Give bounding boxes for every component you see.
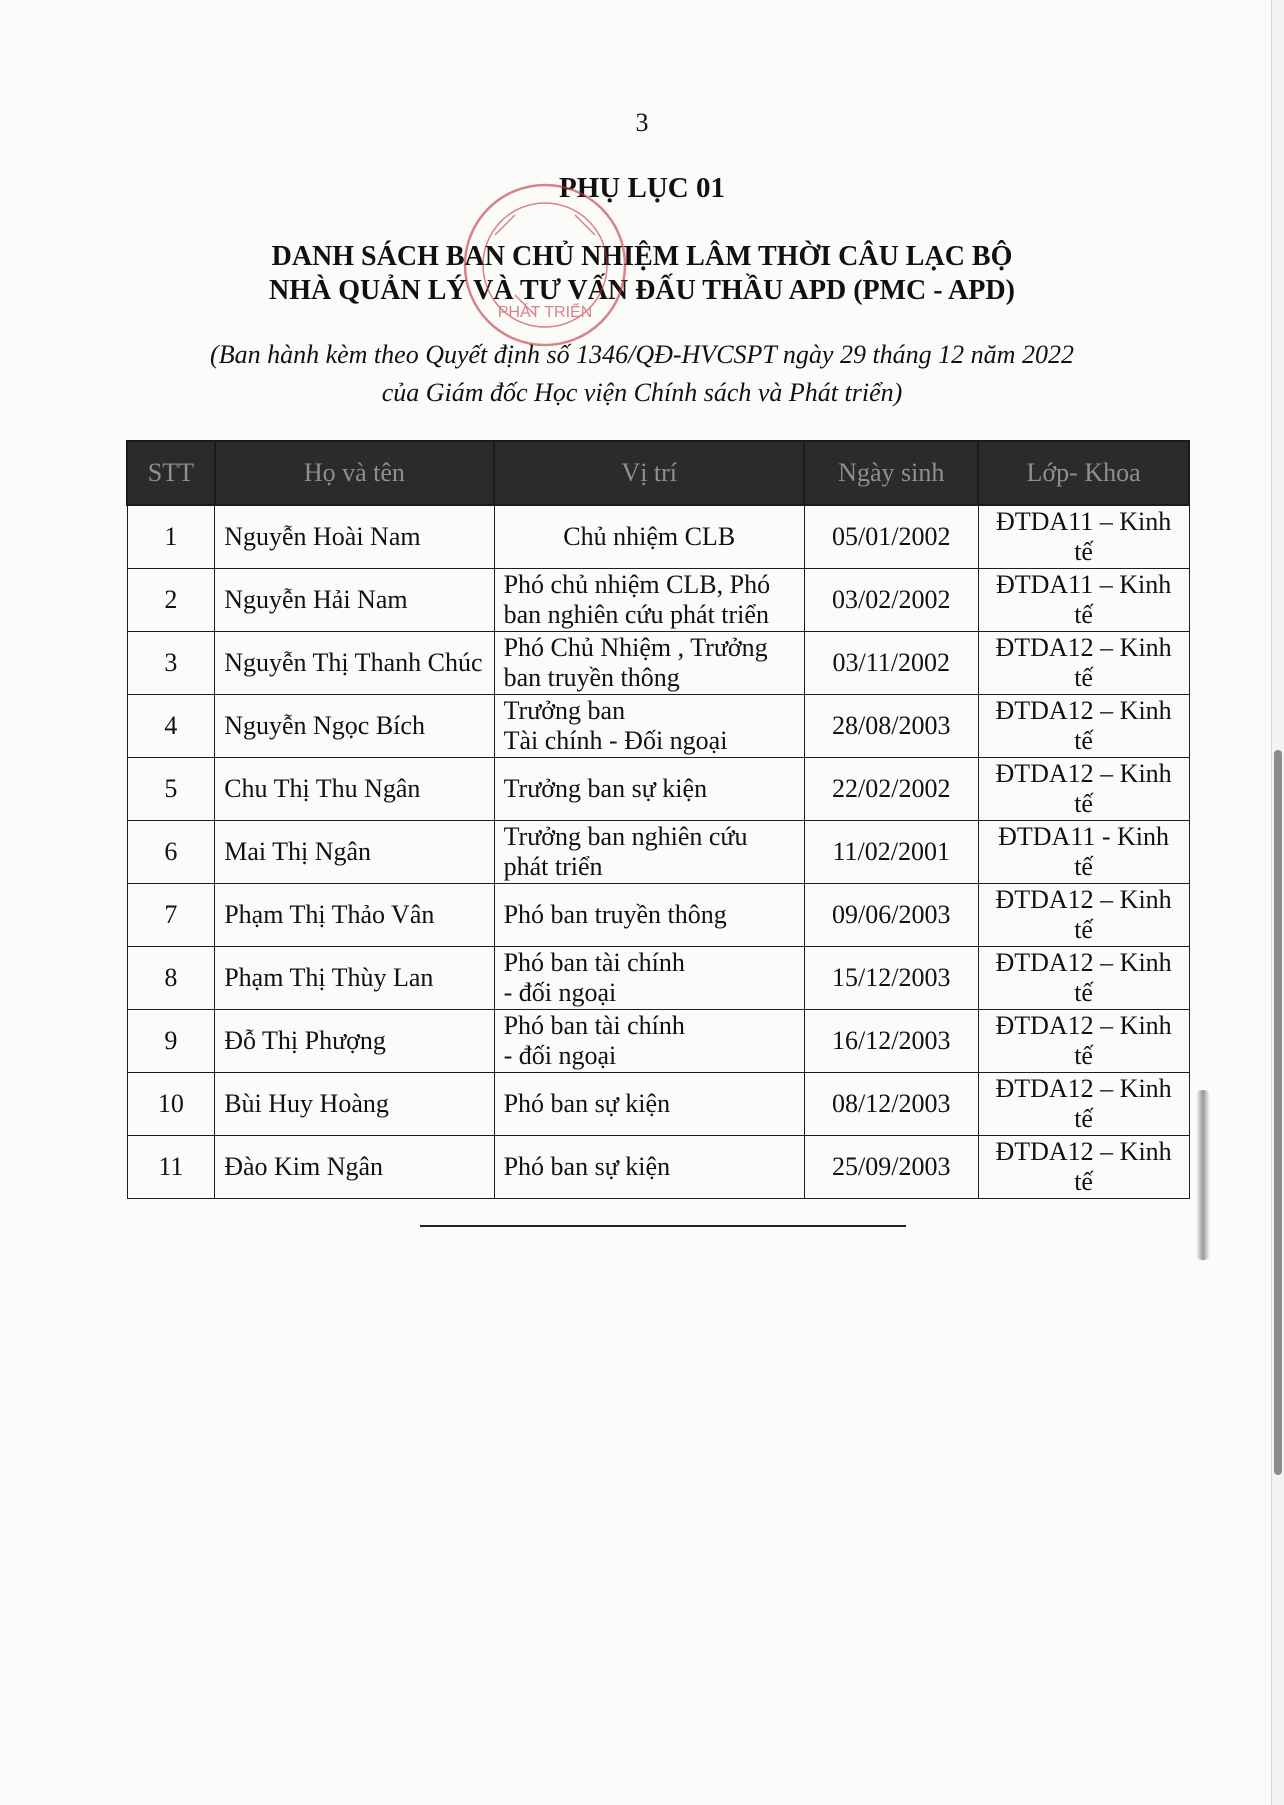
table-header-row <box>127 441 1189 505</box>
document-title <box>0 240 1284 308</box>
scrollbar[interactable] <box>1271 0 1284 1805</box>
cell-dob: 25/09/2003 <box>804 1135 978 1198</box>
cell-position <box>494 694 804 757</box>
cell-stt: 11 <box>127 1135 215 1198</box>
cell-class: ĐTDA12 – Kinh tế <box>978 946 1189 1009</box>
cell-name: Nguyễn Ngọc Bích <box>215 694 494 757</box>
table-row <box>127 631 1189 694</box>
cell-class: ĐTDA12 – Kinh tế <box>978 631 1189 694</box>
scan-smudge <box>1196 1090 1210 1260</box>
cell-stt: 4 <box>127 694 215 757</box>
table-row <box>127 757 1189 820</box>
cell-position <box>494 820 804 883</box>
cell-dob: 03/11/2002 <box>804 631 978 694</box>
position-line: Phó Chủ Nhiệm , Trưởng <box>503 632 768 662</box>
cell-name: Nguyễn Hải Nam <box>215 568 494 631</box>
cell-dob: 28/08/2003 <box>804 694 978 757</box>
table-row <box>127 694 1189 757</box>
cell-dob: 15/12/2003 <box>804 946 978 1009</box>
subtitle-line-1: (Ban hành kèm theo Quyết định số 1346/QĐ-HVCSPT ngày 29 tháng 12 năm 2022 <box>210 340 1074 369</box>
cell-dob: 03/02/2002 <box>804 568 978 631</box>
table-row <box>127 505 1189 568</box>
title-line-2: NHÀ QUẢN LÝ VÀ TƯ VẤN ĐẤU THẦU APD (PMC - APD) <box>269 275 1015 306</box>
cell-class: ĐTDA11 – Kinh tế <box>978 568 1189 631</box>
position-line: Chủ nhiệm CLB <box>563 521 736 551</box>
cell-position <box>494 1009 804 1072</box>
cell-name: Nguyễn Thị Thanh Chúc <box>215 631 494 694</box>
cell-name: Mai Thị Ngân <box>215 820 494 883</box>
document-subtitle <box>0 336 1284 412</box>
header-name: Họ và tên <box>215 441 494 505</box>
position-line: Phó chủ nhiệm CLB, Phó <box>503 569 771 599</box>
cell-class: ĐTDA11 - Kinh tế <box>978 820 1189 883</box>
cell-name: Đỗ Thị Phượng <box>215 1009 494 1072</box>
table-row <box>127 946 1189 1009</box>
cell-position <box>494 757 804 820</box>
cell-class: ĐTDA12 – Kinh tế <box>978 1135 1189 1198</box>
cell-stt: 9 <box>127 1009 215 1072</box>
cell-dob: 05/01/2002 <box>804 505 978 568</box>
cell-stt: 8 <box>127 946 215 1009</box>
cell-stt: 6 <box>127 820 215 883</box>
cell-position <box>494 883 804 946</box>
cell-position <box>494 946 804 1009</box>
cell-position <box>494 568 804 631</box>
seal-text: PHÁT TRIỂN <box>497 304 593 321</box>
header-stt: STT <box>127 441 215 505</box>
end-divider <box>420 1225 906 1227</box>
table-row <box>127 883 1189 946</box>
position-line: Phó ban tài chính <box>503 947 685 977</box>
cell-position <box>494 1072 804 1135</box>
subtitle-line-2: của Giám đốc Học viện Chính sách và Phát triển) <box>381 378 903 407</box>
position-line: - đối ngoại <box>503 977 617 1007</box>
position-line: phát triển <box>503 851 603 881</box>
cell-class: ĐTDA12 – Kinh tế <box>978 1072 1189 1135</box>
cell-dob: 08/12/2003 <box>804 1072 978 1135</box>
position-line: ban nghiên cứu phát triển <box>503 599 769 629</box>
cell-position <box>494 1135 804 1198</box>
cell-name: Bùi Huy Hoàng <box>215 1072 494 1135</box>
cell-stt: 5 <box>127 757 215 820</box>
cell-class: ĐTDA12 – Kinh tế <box>978 883 1189 946</box>
scrollbar-thumb[interactable] <box>1274 750 1282 1475</box>
cell-class: ĐTDA12 – Kinh tế <box>978 1009 1189 1072</box>
cell-name: Phạm Thị Thảo Vân <box>215 883 494 946</box>
cell-dob: 09/06/2003 <box>804 883 978 946</box>
position-line: Phó ban tài chính <box>503 1010 685 1040</box>
position-line: Phó ban sự kiện <box>503 1088 671 1118</box>
cell-position <box>494 631 804 694</box>
position-line: Trưởng ban sự kiện <box>503 773 708 803</box>
position-line: Phó ban sự kiện <box>503 1151 671 1181</box>
table-row <box>127 568 1189 631</box>
cell-stt: 1 <box>127 505 215 568</box>
cell-stt: 3 <box>127 631 215 694</box>
cell-dob: 22/02/2002 <box>804 757 978 820</box>
table-row <box>127 820 1189 883</box>
members-table <box>126 440 1190 1199</box>
cell-name: Chu Thị Thu Ngân <box>215 757 494 820</box>
cell-dob: 11/02/2001 <box>804 820 978 883</box>
cell-stt: 7 <box>127 883 215 946</box>
header-class: Lớp- Khoa <box>978 441 1189 505</box>
cell-name: Phạm Thị Thùy Lan <box>215 946 494 1009</box>
cell-name: Đào Kim Ngân <box>215 1135 494 1198</box>
header-dob: Ngày sinh <box>804 441 978 505</box>
position-line: Tài chính - Đối ngoại <box>503 725 728 755</box>
position-line: Trưởng ban <box>503 695 626 725</box>
cell-class: ĐTDA11 – Kinh tế <box>978 505 1189 568</box>
cell-stt: 10 <box>127 1072 215 1135</box>
appendix-title: PHỤ LỤC 01 <box>559 172 725 204</box>
page-number: 3 <box>635 108 649 137</box>
cell-dob: 16/12/2003 <box>804 1009 978 1072</box>
position-line: - đối ngoại <box>503 1040 617 1070</box>
position-line: ban truyền thông <box>503 662 680 692</box>
table-row <box>127 1009 1189 1072</box>
cell-class: ĐTDA12 – Kinh tế <box>978 757 1189 820</box>
title-line-1: DANH SÁCH BAN CHỦ NHIỆM LÂM THỜI CÂU LẠC BỘ <box>271 241 1013 272</box>
table-row <box>127 1072 1189 1135</box>
cell-class: ĐTDA12 – Kinh tế <box>978 694 1189 757</box>
cell-stt: 2 <box>127 568 215 631</box>
header-position: Vị trí <box>494 441 804 505</box>
position-line: Trưởng ban nghiên cứu <box>503 821 748 851</box>
position-line: Phó ban truyền thông <box>503 899 727 929</box>
cell-position <box>494 505 804 568</box>
cell-name: Nguyễn Hoài Nam <box>215 505 494 568</box>
table-row <box>127 1135 1189 1198</box>
